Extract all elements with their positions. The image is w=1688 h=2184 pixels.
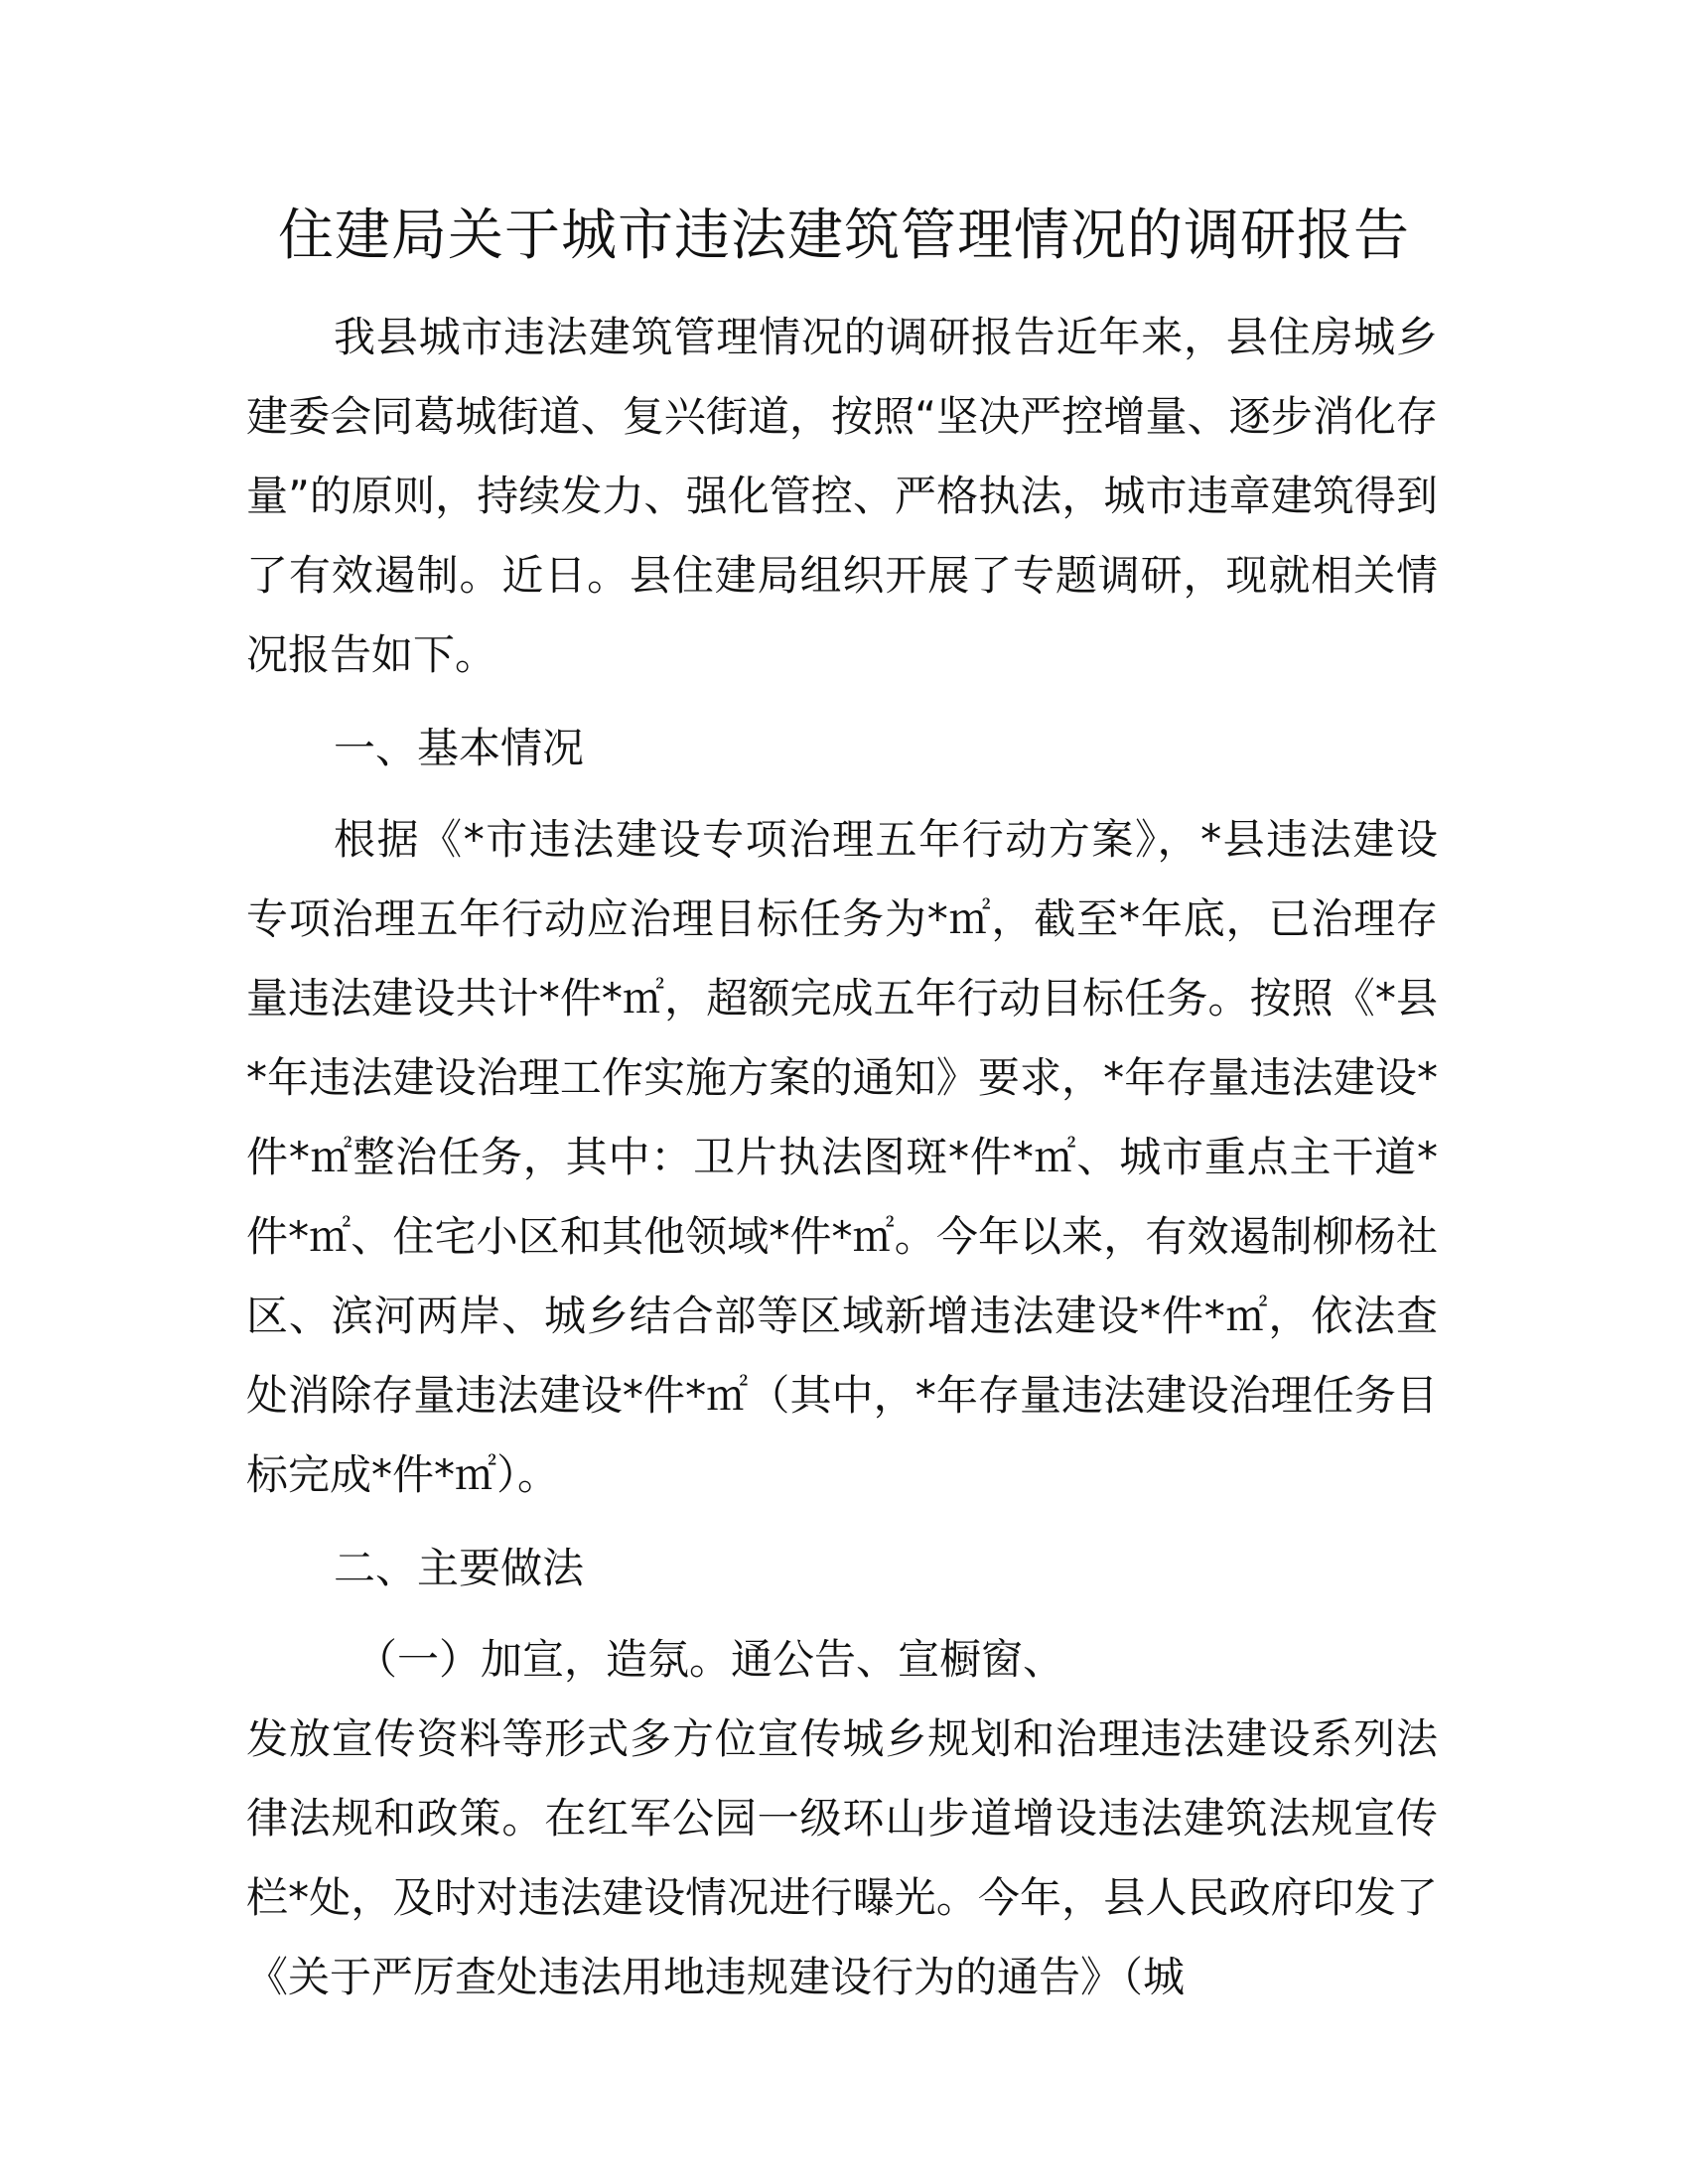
section-heading-main-practices: 二、主要做法 [334,1544,585,1592]
subsection-heading-publicity: （一）加宣，造氛。通公告、宣橱窗、 [355,1635,1065,1684]
document-body [246,298,1438,2017]
intro-paragraph: 我县城市违法建筑管理情况的调研报告近年来，县住房城乡建委会同葛城街道、复兴街道，按照“坚决严控增量、逐步消化存量”的原则，持续发力、强化管控、严格执法，城市违章建筑得到了有效遏制。近日。县住建局组织开展了专题调研，现就相关情况报告如下。 [246,313,1438,679]
publicity-paragraph: 发放宣传资料等形式多方位宣传城乡规划和治理违法建设系列法律法规和政策。在红军公园一级环山步道增设违法建筑法规宣传栏*处，及时对违法建设情况进行曝光。今年，县人民政府印发了《关于严厉查处违法用地违规建设行为的通告》（城 [246,1714,1438,2001]
document-title: 住建局关于城市违法建筑管理情况的调研报告 [278,204,1410,268]
section-heading-basic-situation: 一、基本情况 [334,724,585,772]
basic-situation-paragraph: 根据《*市违法建设专项治理五年行动方案》，*县违法建设专项治理五年行动应治理目标任务为*㎡，截至*年底，已治理存量违法建设共计*件*㎡，超额完成五年行动目标任务。按照《*县*年违法建设治理工作实施方案的通知》要求，*年存量违法建设*件*㎡整治任务，其中：卫片执法图斑*件*㎡、城市重点主干道*件*㎡、住宅小区和其他领域*件*㎡。今年以来，有效遏制柳杨社区、滨河两岸、城乡结合部等区域新增违法建设*件*㎡，依法查处消除存量违法建设*件*㎡（其中，*年存量违法建设治理任务目标完成*件*㎡）。 [246,815,1438,1499]
